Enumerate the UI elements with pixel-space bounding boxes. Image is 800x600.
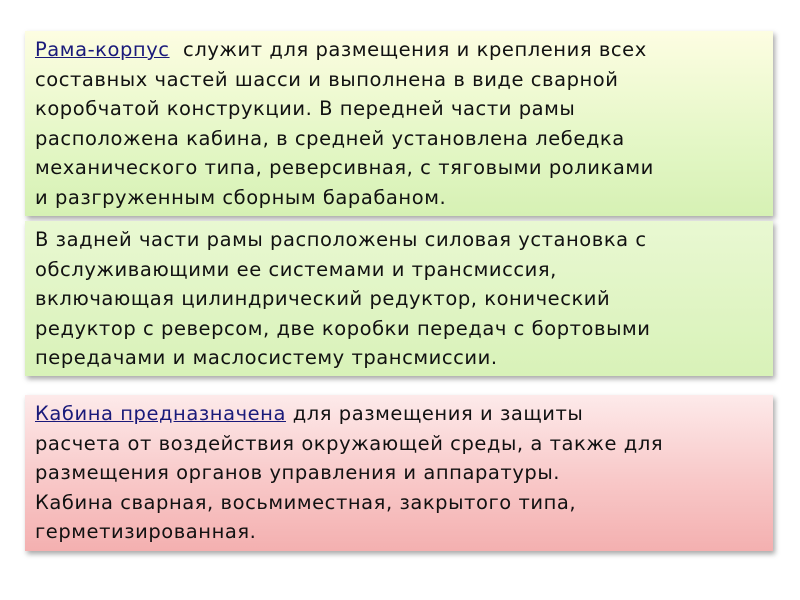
cabin-description-box [25,395,773,551]
text-segment: служит для размещения и крепления всех [169,38,647,61]
frame-description-box [25,31,773,216]
text-line: составных частей шасси и выполнена в виде сварной [35,67,619,91]
frame-heading: Рама-корпус [35,38,170,61]
text-line [35,399,763,429]
text-line: расчета от воздействия окружающей среды, а также для [35,431,664,455]
rear-frame-box [25,221,773,376]
text-line: В задней части рамы расположены силовая установка с [35,228,647,251]
text-line: обслуживающими ее системами и трансмиссия, [35,257,557,281]
text-line: и разгруженным сборным барабаном. [35,185,447,209]
text-line [35,35,763,65]
text-line: размещения органов управления и аппаратуры. [35,461,561,484]
text-line: коробчатой конструкции. В передней части рамы [35,97,576,120]
text-line: механического типа, реверсивная, с тяговыми роликами [35,156,654,179]
text-line: включающая цилиндрический редуктор, конический [35,287,611,310]
text-line: расположена кабина, в средней установлена лебедка [35,126,625,150]
text-line: герметизированная. [35,520,257,543]
text-line: Кабина сварная, восьмиместная, закрытого типа, [35,490,577,514]
text-line: передачами и маслосистему трансмиссии. [35,346,498,369]
cabin-heading: Кабина предназначена [35,402,286,425]
text-segment: для размещения и защиты [285,402,584,425]
text-line: редуктор с реверсом, две коробки передач с бортовыми [35,316,651,340]
